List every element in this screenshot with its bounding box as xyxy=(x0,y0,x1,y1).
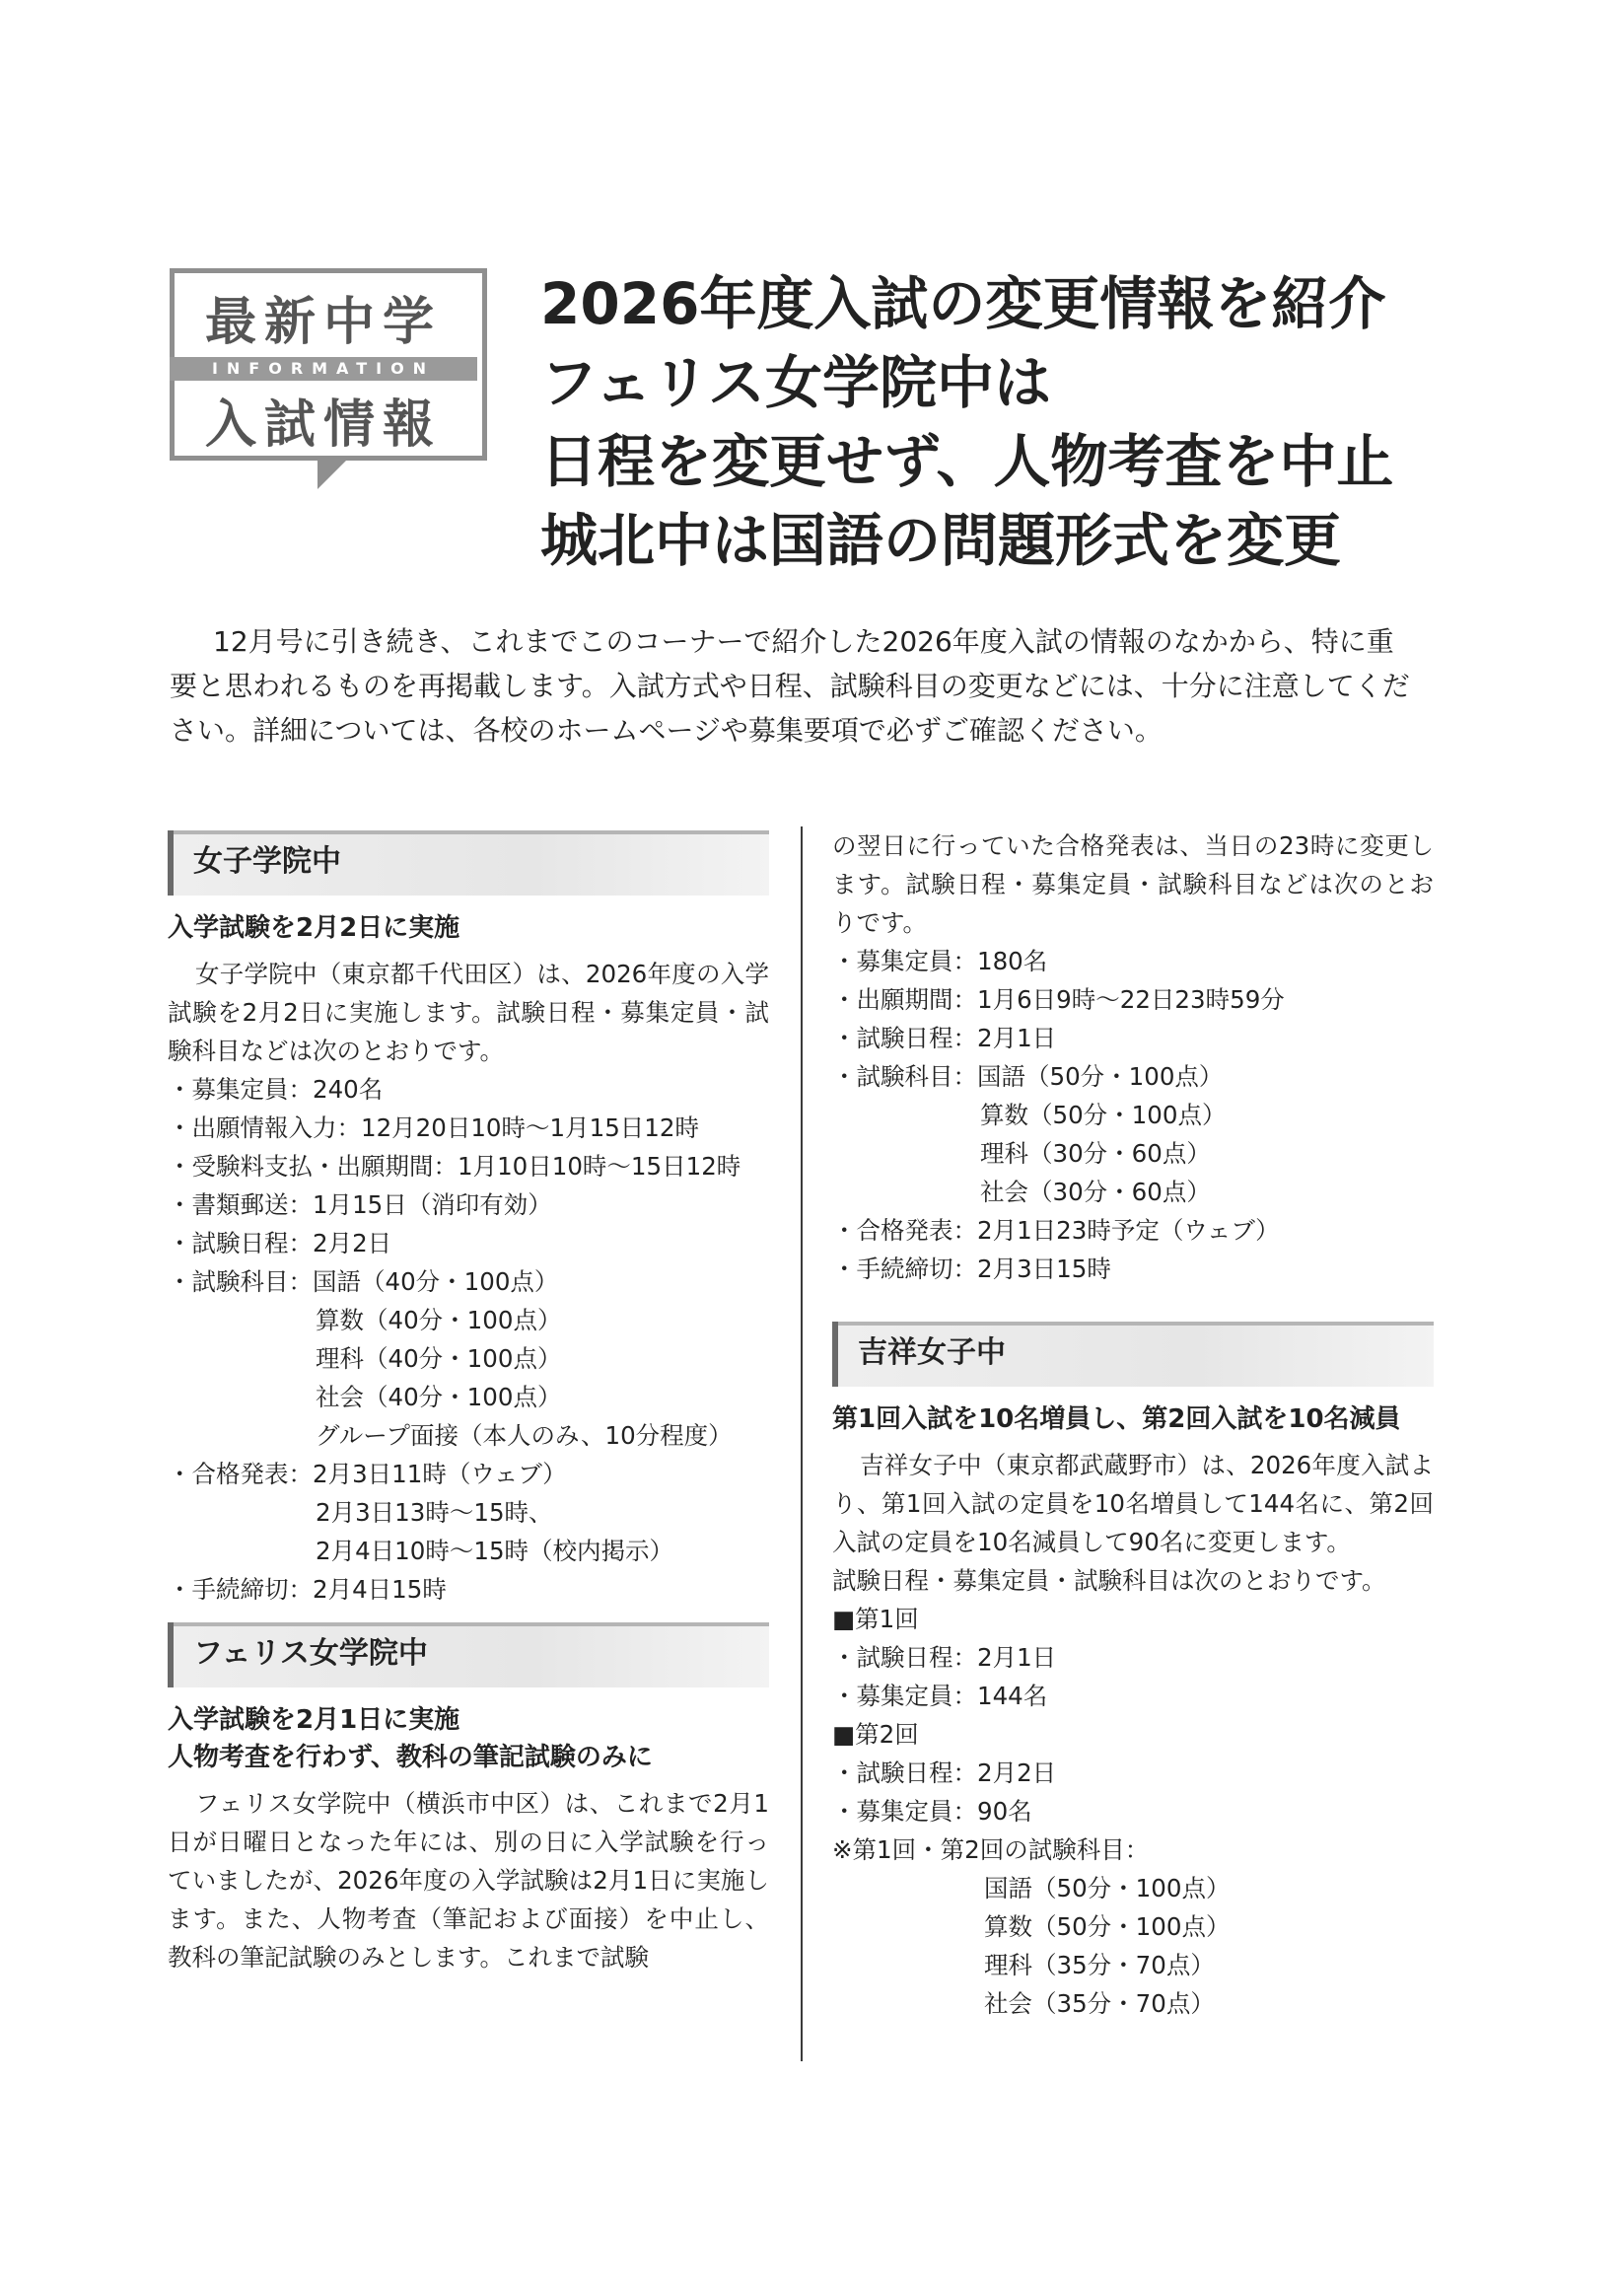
list-item: ・合格発表：2月3日11時（ウェブ） xyxy=(168,1460,567,1488)
subject-item: 算数（50分・100点） xyxy=(984,1912,1231,1941)
section-body: 吉祥女子中（東京都武蔵野市）は、2026年度入試より、第1回入試の定員を10名増員して144名に、第2回入試の定員を10名減員して90名に変更します。 xyxy=(832,1451,1434,1556)
list-item: ・手続締切：2月4日15時 xyxy=(168,1575,447,1604)
section-title: 女子学院中 xyxy=(193,844,341,879)
list-item: ・募集定員：240名 xyxy=(168,1075,384,1104)
round-heading: ■第1回 xyxy=(832,1605,919,1633)
list-item: ・書類郵送：1月15日（消印有効） xyxy=(168,1190,552,1219)
lead-line: 12月号に引き続き、これまでこのコーナーで紹介した2026年度入試の情報のなかから、特に重 xyxy=(213,625,1394,658)
list-item: ・試験日程：2月1日 xyxy=(832,1024,1057,1052)
subject-item: 理科（35分・70点） xyxy=(984,1951,1215,1979)
subject-item: 社会（30分・60点） xyxy=(980,1178,1211,1206)
section-body-line: 試験日程・募集定員・試験科目は次のとおりです。 xyxy=(832,1566,1386,1595)
lead-line: さい。詳細については、各校のホームページや募集要項で必ずご確認ください。 xyxy=(170,714,1163,747)
section-subtitle: 入学試験を2月1日に実施 xyxy=(168,1705,460,1735)
section-header-kichijo xyxy=(832,1322,1434,1387)
note-line: ※第1回・第2回の試験科目： xyxy=(832,1835,1150,1864)
subject-item: 社会（40分・100点） xyxy=(316,1383,562,1411)
list-item: ・試験日程：2月1日 xyxy=(832,1643,1057,1672)
section-subtitle: 第1回入試を10名増員し、第2回入試を10名減員 xyxy=(832,1404,1401,1434)
column-divider xyxy=(801,826,803,2061)
page-headline xyxy=(540,264,1586,580)
section-title: 吉祥女子中 xyxy=(858,1335,1006,1370)
list-item: ・募集定員：144名 xyxy=(832,1682,1048,1710)
section-title: フェリス女学院中 xyxy=(193,1636,428,1671)
speech-tail-icon xyxy=(317,456,351,489)
left-column xyxy=(168,821,769,1976)
subject-item: グループ面接（本人のみ、10分程度） xyxy=(316,1421,733,1450)
list-item: ・試験科目：国語（50分・100点） xyxy=(832,1062,1224,1091)
section-subtitle: 人物考査を行わず、教科の筆記試験のみに xyxy=(168,1743,653,1772)
list-item: ・試験科目：国語（40分・100点） xyxy=(168,1267,559,1296)
subject-item: 理科（30分・60点） xyxy=(980,1139,1211,1168)
info-badge xyxy=(170,268,487,473)
headline-line: 日程を変更せず、人物考査を中止 xyxy=(540,428,1394,495)
list-item: ・募集定員：90名 xyxy=(832,1797,1032,1826)
section-body-continued: の翌日に行っていた合格発表は、当日の23時に変更します。試験日程・募集定員・試験科目などは次のとおりです。 xyxy=(832,831,1434,937)
subject-item: 社会（35分・70点） xyxy=(984,1989,1215,2018)
section-header-ferris xyxy=(168,1622,769,1687)
list-item: ・試験日程：2月2日 xyxy=(168,1229,392,1257)
badge-line2: 入試情報 xyxy=(204,395,442,455)
headline-line: 城北中は国語の問題形式を変更 xyxy=(540,507,1342,574)
round-heading: ■第2回 xyxy=(832,1720,919,1749)
badge-line1: 最新中学 xyxy=(204,293,442,352)
lead-paragraph xyxy=(170,619,1451,753)
headline-line: 2026年度入試の変更情報を紹介 xyxy=(540,270,1386,337)
list-item: ・出願情報入力：12月20日10時～1月15日12時 xyxy=(168,1113,699,1142)
section-body: フェリス女学院中（横浜市中区）は、これまで2月1日が日曜日となった年には、別の日に入学試験を行っていましたが、2026年度の入学試験は2月1日に実施します。また、人物考査（筆記および面接）を中止し、教科の筆記試験のみとします。これまで試験 xyxy=(168,1789,769,1972)
list-item: ・手続締切：2月3日15時 xyxy=(832,1255,1111,1283)
lead-line: 要と思われるものを再掲載します。入試方式や日程、試験科目の変更などには、十分に注意してくだ xyxy=(170,670,1410,702)
list-item: ・出願期間：1月6日9時～22日23時59分 xyxy=(832,985,1285,1014)
subject-item: 理科（40分・100点） xyxy=(316,1344,562,1373)
subject-item: 算数（50分・100点） xyxy=(980,1101,1227,1129)
list-item: ・募集定員：180名 xyxy=(832,947,1048,975)
list-item-continued: 2月4日10時～15時（校内掲示） xyxy=(316,1537,674,1565)
section-subtitle: 入学試験を2月2日に実施 xyxy=(168,913,460,943)
list-item: ・合格発表：2月1日23時予定（ウェブ） xyxy=(832,1216,1280,1245)
list-item-continued: 2月3日13時～15時、 xyxy=(316,1498,553,1527)
section-header-joshi xyxy=(168,830,769,896)
subject-item: 算数（40分・100点） xyxy=(316,1306,562,1334)
section-body: 女子学院中（東京都千代田区）は、2026年度の入学試験を2月2日に実施します。試験日程・募集定員・試験科目などは次のとおりです。 xyxy=(168,960,769,1065)
list-item: ・試験日程：2月2日 xyxy=(832,1758,1057,1787)
headline-line: フェリス女学院中は xyxy=(540,349,1051,416)
list-item: ・受験料支払・出願期間：1月10日10時～15日12時 xyxy=(168,1152,741,1181)
subject-item: 国語（50分・100点） xyxy=(984,1874,1231,1902)
right-column xyxy=(832,826,1434,2023)
badge-band: INFORMATION xyxy=(170,357,477,381)
